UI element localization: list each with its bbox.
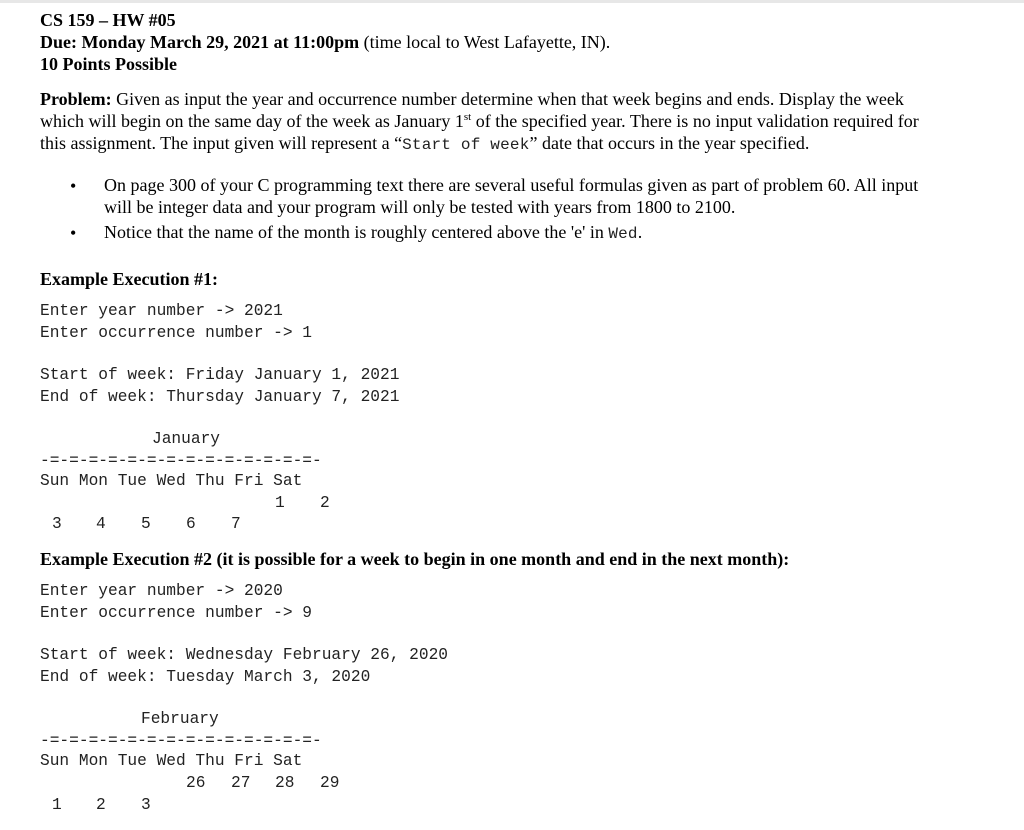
calendar-day: 2 (320, 494, 330, 512)
example-2-start: Start of week: Wednesday February 26, 2020 (40, 646, 448, 664)
calendar-day: 1 (52, 796, 62, 814)
example-1-day-header: Sun Mon Tue Wed Thu Fri Sat (40, 472, 303, 490)
calendar-day: 6 (186, 515, 196, 533)
calendar-day: 3 (141, 796, 151, 814)
problem-label: Problem: (40, 89, 112, 109)
inline-code: Wed (608, 225, 638, 243)
example-2-end: End of week: Tuesday March 3, 2020 (40, 668, 371, 686)
inline-code: Start of week (402, 136, 530, 154)
example-1-divider: -=-=-=-=-=-=-=-=-=-=-=-=-=-=- (40, 452, 322, 470)
calendar-day: 2 (96, 796, 106, 814)
example-2-day-header: Sun Mon Tue Wed Thu Fri Sat (40, 752, 303, 770)
example-1-start: Start of week: Friday January 1, 2021 (40, 366, 400, 384)
problem-line-2: which will begin on the same day of the week as January 1st of the specified year. There is no input validation required for (40, 111, 919, 131)
calendar-day: 27 (231, 774, 251, 792)
due-date: Due: Monday March 29, 2021 at 11:00pm (40, 32, 360, 52)
calendar-day: 28 (275, 774, 295, 792)
calendar-day: 3 (52, 515, 62, 533)
page-top-border (0, 0, 1024, 3)
bullet-1-line-1: On page 300 of your C programming text there are several useful formulas given as part of problem 60. All input (104, 175, 919, 195)
bullet-2: Notice that the name of the month is roughly centered above the 'e' in Wed. (104, 222, 643, 243)
example-1-month: January (152, 430, 220, 448)
example-1-input-occurrence: Enter occurrence number -> 1 (40, 324, 312, 342)
example-2-divider: -=-=-=-=-=-=-=-=-=-=-=-=-=-=- (40, 732, 322, 750)
calendar-day: 4 (96, 515, 106, 533)
bullet-icon: • (70, 223, 77, 243)
problem-line-1: Problem: Given as input the year and occurrence number determine when that week begins and ends. Display the week (40, 89, 904, 109)
due-timezone: (time local to West Lafayette, IN). (359, 32, 611, 52)
due-date-line (40, 31, 610, 53)
course-title: CS 159 – HW #05 (40, 10, 176, 30)
example-2-input-year: Enter year number -> 2020 (40, 582, 283, 600)
calendar-day: 1 (275, 494, 285, 512)
calendar-day: 26 (186, 774, 206, 792)
example-1-end: End of week: Thursday January 7, 2021 (40, 388, 400, 406)
calendar-day: 7 (231, 515, 241, 533)
example-2-title: Example Execution #2 (it is possible for a week to begin in one month and end in the next month): (40, 549, 790, 569)
example-2-input-occurrence: Enter occurrence number -> 9 (40, 604, 312, 622)
points-possible: 10 Points Possible (40, 54, 178, 74)
calendar-day: 5 (141, 515, 151, 533)
bullet-1-line-2: will be integer data and your program will only be tested with years from 1800 to 2100. (104, 197, 736, 217)
problem-line-3: this assignment. The input given will represent a “Start of week” date that occurs in the year specified. (40, 133, 810, 154)
example-2-month: February (141, 710, 219, 728)
example-1-input-year: Enter year number -> 2021 (40, 302, 283, 320)
bullet-icon: • (70, 176, 77, 196)
calendar-day: 29 (320, 774, 340, 792)
example-1-title: Example Execution #1: (40, 269, 218, 289)
